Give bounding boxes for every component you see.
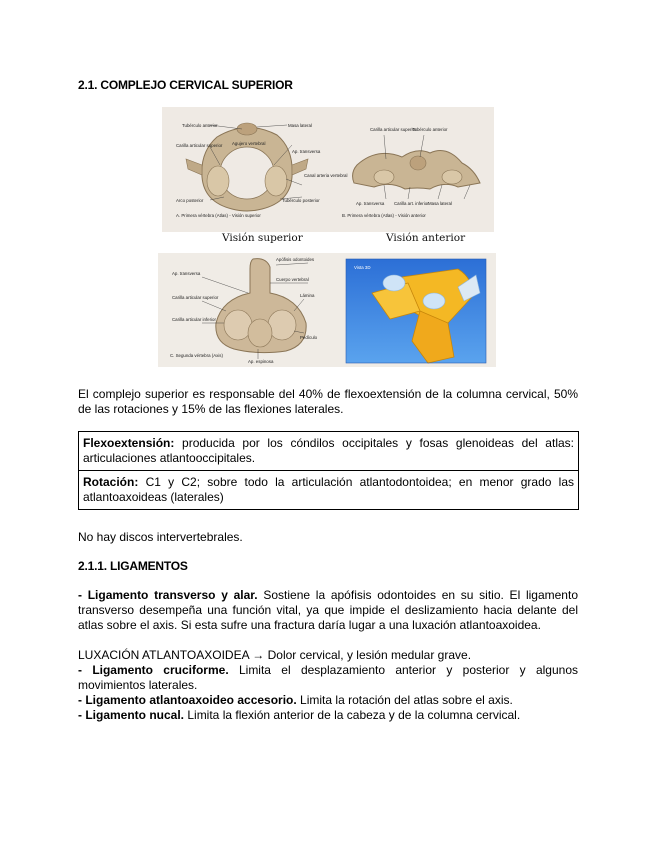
axis-figure bbox=[158, 253, 496, 367]
label-axis-espinosa: Ap. espinosa bbox=[248, 359, 274, 364]
term-ligamento-transverso: - Ligamento transverso y alar. bbox=[78, 588, 258, 602]
term-ligamento-cruciforme: - Ligamento cruciforme. bbox=[78, 663, 229, 677]
label-arco-posterior: Arco posterior bbox=[176, 198, 204, 203]
label-tuberculo-anterior: Tubérculo anterior bbox=[182, 123, 218, 128]
label-tuberculo-posterior: Tubérculo posterior bbox=[282, 198, 320, 203]
table-cell-rotacion bbox=[79, 471, 579, 510]
label-axis-ap-transversa: Ap. transversa bbox=[172, 271, 201, 276]
label-axis-caption: C. Segunda vértebra (Axis) bbox=[170, 353, 223, 358]
atlas-views-figure bbox=[162, 107, 494, 232]
caption-vision-anterior: Visión anterior bbox=[386, 232, 466, 244]
table-row bbox=[79, 432, 579, 471]
label-ap-transversa: Ap. transversa bbox=[292, 149, 321, 154]
atlas-anterior-drawing bbox=[353, 135, 480, 199]
no-discs-paragraph: No hay discos intervertebrales. bbox=[78, 530, 243, 544]
label-axis-lamina: Lámina bbox=[300, 293, 315, 298]
label-canal-arteria: Canal arteria vertebral bbox=[304, 173, 348, 178]
label-axis-carilla-sup: Carilla articular superior bbox=[172, 295, 219, 300]
ligament-nucal-paragraph bbox=[78, 708, 578, 723]
ligament-accesorio-paragraph bbox=[78, 693, 578, 708]
ligament-cruciforme-paragraph bbox=[78, 663, 578, 693]
movement-table bbox=[78, 431, 579, 510]
subsection-title: 2.1.1. LIGAMENTOS bbox=[78, 559, 188, 573]
section-title: 2.1. COMPLEJO CERVICAL SUPERIOR bbox=[78, 78, 293, 92]
label-axis-odontoides: Apófisis odontoides bbox=[276, 257, 315, 262]
label-axis-cuerpo: Cuerpo vertebral bbox=[276, 277, 309, 282]
label-ant-ap-transversa: Ap. transversa bbox=[356, 201, 385, 206]
text-ligamento-cruciforme: Limita el desplazamiento anterior y posterior y algunos movimientos laterales. bbox=[78, 663, 579, 692]
text-ligamento-transverso: Sostiene la apófisis odontoides en su sitio. El ligamento transverso desempeña una función vital, ya que impide el deslizamiento hacia delante del atlas sobre el axis. Si esta sufre una fractura daría lugar a una luxación atlantoaxoidea. bbox=[78, 588, 578, 632]
atlas-views-illustration bbox=[162, 107, 494, 232]
label-carilla-superior: Carilla articular superior bbox=[176, 143, 223, 148]
label-atlas-superior-caption: A. Primera vértebra (Atlas) - Visión superior bbox=[176, 213, 261, 218]
text-rotacion: C1 y C2; sobre todo la articulación atlantodontoidea; en menor grado las atlantoaxoideas (laterales) bbox=[83, 475, 574, 504]
table-row bbox=[79, 471, 579, 510]
term-flexoextension: Flexoextensión: bbox=[83, 436, 175, 450]
label-axis-carilla-inf: Carilla articular inferior bbox=[172, 317, 216, 322]
luxacion-line: LUXACIÓN ATLANTOAXOIDEA → Dolor cervical, y lesión medular grave. bbox=[78, 648, 472, 662]
text-flexoextension: producida por los cóndilos occipitales y fosas glenoideas del atlas: articulaciones atlantooccipitales. bbox=[83, 436, 574, 465]
label-3d-model: Vista 3D bbox=[354, 265, 371, 270]
ligament-transverso-paragraph bbox=[78, 588, 578, 633]
label-atlas-anterior-caption: B. Primera vértebra (Atlas) - Visión anterior bbox=[342, 213, 426, 218]
text-ligamento-nucal: Limita la flexión anterior de la cabeza y de la columna cervical. bbox=[184, 708, 521, 722]
text-ligamento-accesorio: Limita la rotación del atlas sobre el axis. bbox=[296, 693, 513, 707]
label-ant-tuberculo: Tubérculo anterior bbox=[412, 127, 448, 132]
axis-illustration bbox=[158, 253, 496, 367]
term-rotacion: Rotación: bbox=[83, 475, 139, 489]
term-ligamento-accesorio: - Ligamento atlantoaxoideo accesorio. bbox=[78, 693, 297, 707]
label-ant-masa-lateral: Masa lateral bbox=[428, 201, 452, 206]
label-agujero-vertebral: Agujero vertebral bbox=[232, 141, 266, 146]
table-cell-flexoextension bbox=[79, 432, 579, 471]
label-ant-carilla-inferior: Carilla art. inferior bbox=[394, 201, 429, 206]
axis-bone-drawing bbox=[202, 259, 308, 359]
intro-paragraph: El complejo superior es responsable del 40% de flexoextensión de la columna cervical, 50% de las rotaciones y 15% de las flexiones laterales. bbox=[78, 387, 578, 416]
term-ligamento-nucal: - Ligamento nucal. bbox=[78, 708, 185, 722]
label-axis-pediculo: Pedículo bbox=[300, 335, 318, 340]
axis-3d-model bbox=[346, 259, 486, 363]
label-ant-carilla-superior: Carilla articular superior bbox=[370, 127, 417, 132]
caption-vision-superior: Visión superior bbox=[222, 232, 303, 244]
label-masa-lateral: Masa lateral bbox=[288, 123, 312, 128]
